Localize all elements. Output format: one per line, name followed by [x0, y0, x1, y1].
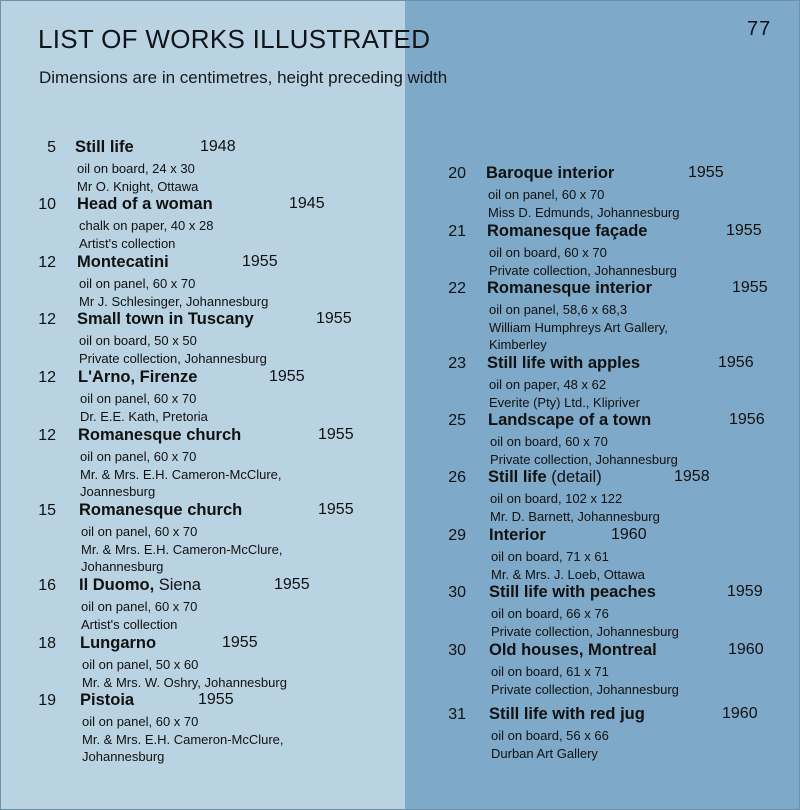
work-title-suffix: (detail): [546, 468, 602, 486]
work-year: 1960: [728, 641, 764, 658]
work-details: [489, 301, 668, 354]
plate-number: 18: [38, 635, 56, 652]
work-details: [491, 548, 645, 583]
work-title: [488, 468, 602, 487]
work-title-text: Still life: [75, 138, 134, 156]
plate-number: 26: [448, 469, 466, 486]
work-year: 1960: [722, 705, 758, 722]
plate-number: 12: [38, 369, 56, 386]
work-medium: oil on board, 71 x 61: [491, 549, 609, 564]
work-medium: oil on paper, 48 x 62: [489, 377, 607, 392]
work-details: [490, 433, 678, 468]
work-medium: oil on board, 60 x 70: [490, 434, 608, 449]
work-title-text: Romanesque façade: [487, 222, 648, 240]
work-year: 1959: [727, 583, 763, 600]
work-year: 1955: [222, 634, 258, 651]
work-year: 1955: [316, 310, 352, 327]
plate-number: 31: [448, 706, 466, 723]
work-title: [489, 583, 656, 602]
plate-number: 29: [448, 527, 466, 544]
work-title: [75, 138, 134, 157]
work-details: [491, 605, 679, 640]
work-owner-line: Dr. E.E. Kath, Pretoria: [80, 408, 208, 424]
work-title: [487, 222, 647, 241]
work-medium: oil on board, 60 x 70: [489, 245, 607, 260]
work-year: 1955: [318, 501, 354, 518]
page-subtitle: Dimensions are in centimetres, height preceding width: [39, 68, 448, 87]
work-year: 1955: [198, 691, 234, 708]
work-year: 1955: [318, 426, 354, 443]
work-title-text: Baroque interior: [486, 164, 615, 182]
work-medium: oil on board, 24 x 30: [77, 161, 195, 176]
work-title-text: Still life with red jug: [489, 705, 645, 723]
plate-number: 16: [38, 577, 56, 594]
work-title-text: Pistoia: [80, 691, 135, 709]
work-owner-line: Mr. & Mrs. E.H. Cameron-McClure,: [81, 541, 283, 557]
work-owner-line: Private collection, Johannesburg: [490, 451, 678, 467]
work-title-text: Montecatini: [77, 253, 169, 271]
work-title: [487, 279, 652, 298]
work-owner-line: Private collection, Johannesburg: [79, 350, 267, 366]
work-title-text: Il Duomo,: [79, 576, 155, 594]
work-medium: oil on panel, 60 x 70: [81, 524, 198, 539]
plate-number: 12: [38, 254, 56, 271]
work-owner-line: Miss D. Edmunds, Johannesburg: [488, 204, 680, 220]
work-medium: oil on panel, 60 x 70: [79, 276, 196, 291]
work-medium: oil on panel, 60 x 70: [80, 449, 197, 464]
work-owner-line: Johannesburg: [82, 749, 165, 764]
work-owner-line: Artist's collection: [79, 235, 176, 251]
work-details: [491, 663, 679, 698]
work-title-text: Romanesque church: [79, 501, 243, 519]
work-year: 1956: [718, 354, 754, 371]
plate-number: 10: [38, 196, 56, 213]
work-owner-line: Mr. & Mrs. J. Loeb, Ottawa: [491, 566, 645, 582]
plate-number: 30: [448, 642, 466, 659]
work-owner-line: Private collection, Johannesburg: [491, 623, 679, 639]
work-details: [491, 727, 609, 762]
plate-number: 30: [448, 584, 466, 601]
work-year: 1958: [674, 468, 710, 485]
work-medium: oil on panel, 58,6 x 68,3: [489, 302, 628, 317]
work-medium: oil on panel, 60 x 70: [82, 714, 199, 729]
plate-number: 19: [38, 692, 56, 709]
work-medium: oil on panel, 60 x 70: [80, 391, 197, 406]
work-owner-line: Mr O. Knight, Ottawa: [77, 178, 199, 194]
work-title-text: Old houses, Montreal: [489, 641, 657, 659]
work-medium: oil on panel, 60 x 70: [81, 599, 198, 614]
work-entry: [0, 705, 800, 795]
work-owner-line: Everite (Pty) Ltd., Klipriver: [489, 394, 640, 410]
plate-number: 25: [448, 412, 466, 429]
work-medium: oil on panel, 50 x 60: [82, 657, 199, 672]
work-year: 1955: [732, 279, 768, 296]
work-title-text: Head of a woman: [77, 195, 213, 213]
work-owner-line: Mr. & Mrs. W. Oshry, Johannesburg: [82, 674, 287, 690]
work-details: [489, 376, 640, 411]
work-year: 1948: [200, 138, 236, 155]
work-medium: oil on board, 102 x 122: [490, 491, 623, 506]
work-owner-line: Joannesburg: [80, 484, 156, 499]
work-medium: oil on board, 56 x 66: [491, 728, 609, 743]
work-medium: oil on board, 50 x 50: [79, 333, 197, 348]
work-title-text: Interior: [489, 526, 546, 544]
work-title-text: Still life with apples: [487, 354, 641, 372]
work-title-text: L'Arno, Firenze: [78, 368, 198, 386]
plate-number: 5: [47, 139, 56, 156]
work-owner-line: Private collection, Johannesburg: [489, 262, 677, 278]
work-owner-line: Durban Art Gallery: [491, 745, 598, 761]
page-title: LIST OF WORKS ILLUSTRATED: [38, 24, 431, 54]
work-title-text: Still life: [488, 468, 547, 486]
work-owner-line: Mr. & Mrs. E.H. Cameron-McClure,: [82, 731, 284, 747]
work-details: [490, 490, 660, 525]
work-title: [489, 641, 657, 660]
work-year: 1955: [274, 576, 310, 593]
work-details: [489, 244, 677, 279]
plate-number: 20: [448, 165, 466, 182]
work-title-text: Lungarno: [80, 634, 157, 652]
work-title: [489, 526, 546, 545]
work-year: 1955: [242, 253, 278, 270]
work-title-text: Landscape of a town: [488, 411, 652, 429]
work-owner-line: Private collection, Johannesburg: [491, 681, 679, 697]
plate-number: 22: [448, 280, 466, 297]
work-title-text: Romanesque church: [78, 426, 242, 444]
work-title-text: Still life with peaches: [489, 583, 656, 601]
work-title: [488, 411, 651, 430]
work-year: 1945: [289, 195, 325, 212]
work-title: [489, 705, 645, 724]
plate-number: 21: [448, 223, 466, 240]
work-owner-line: Kimberley: [489, 337, 547, 352]
plate-number: 12: [38, 427, 56, 444]
work-year: 1956: [729, 411, 765, 428]
page-number: 77: [747, 18, 772, 40]
work-year: 1955: [726, 222, 762, 239]
work-year: 1955: [688, 164, 724, 181]
work-medium: oil on panel, 60 x 70: [488, 187, 605, 202]
work-owner-line: Johannesburg: [81, 559, 164, 574]
work-owner-line: Mr. D. Barnett, Johannesburg: [490, 508, 660, 524]
work-year: 1955: [269, 368, 305, 385]
work-medium: chalk on paper, 40 x 28: [79, 218, 214, 233]
work-medium: oil on board, 61 x 71: [491, 664, 609, 679]
work-title-suffix: Siena: [154, 576, 201, 594]
work-owner-line: Mr J. Schlesinger, Johannesburg: [79, 293, 269, 309]
work-details: [488, 186, 679, 221]
work-year: 1960: [611, 526, 647, 543]
work-owner-line: Artist's collection: [81, 616, 178, 632]
work-title-text: Romanesque interior: [487, 279, 653, 297]
work-title: [486, 164, 614, 183]
work-title-text: Small town in Tuscany: [77, 310, 254, 328]
plate-number: 23: [448, 355, 466, 372]
plate-number: 12: [38, 311, 56, 328]
work-owner-line: Mr. & Mrs. E.H. Cameron-McClure,: [80, 466, 282, 482]
work-medium: oil on board, 66 x 76: [491, 606, 609, 621]
plate-number: 15: [38, 502, 56, 519]
work-owner-line: William Humphreys Art Gallery,: [489, 319, 668, 335]
work-title: [487, 354, 640, 373]
